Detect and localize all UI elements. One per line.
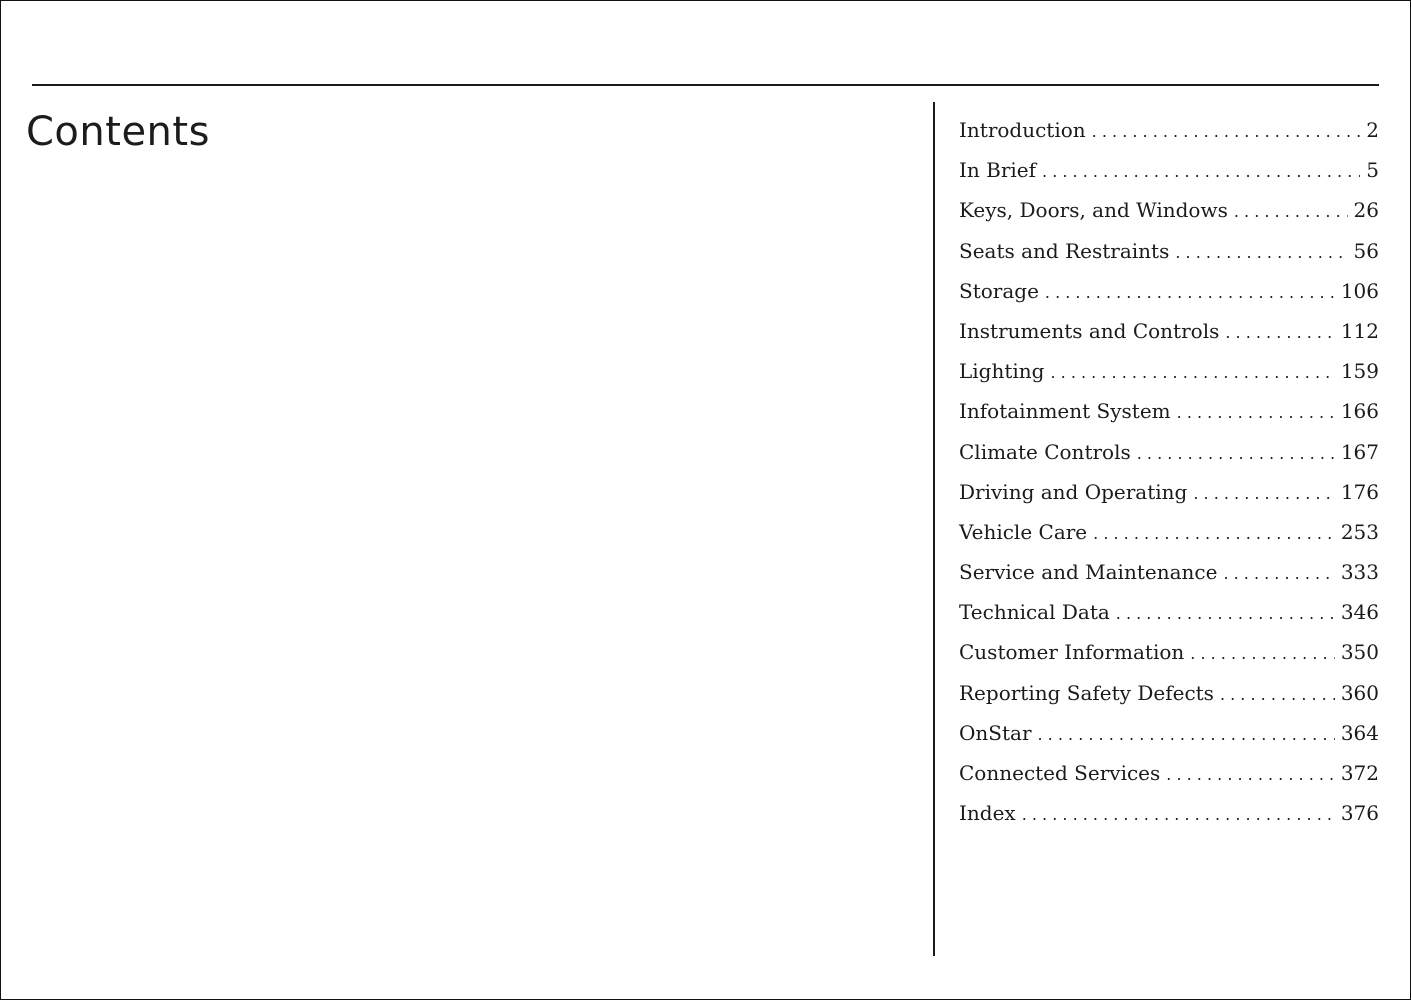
toc-entry-label: Storage <box>959 278 1039 303</box>
dot-leader <box>1045 275 1335 311</box>
toc-entry-storage[interactable] <box>959 273 1379 313</box>
toc-entry-climate-controls[interactable] <box>959 434 1379 474</box>
toc-entry-label: Index <box>959 801 1016 826</box>
toc-entry-introduction[interactable] <box>959 112 1379 152</box>
dot-leader <box>1092 114 1361 150</box>
toc-entry-lighting[interactable] <box>959 353 1379 393</box>
toc-entry-onstar[interactable] <box>959 715 1379 755</box>
toc-entry-technical-data[interactable] <box>959 594 1379 634</box>
toc-entry-label: Reporting Safety Defects <box>959 680 1214 705</box>
toc-entry-label: Vehicle Care <box>959 519 1088 544</box>
dot-leader <box>1022 797 1335 833</box>
dot-leader <box>1093 516 1335 552</box>
toc-entry-label: Infotainment System <box>959 399 1171 424</box>
toc-entry-index[interactable] <box>959 795 1379 835</box>
toc-entry-label: In Brief <box>959 158 1037 183</box>
dot-leader <box>1177 395 1335 431</box>
header-rule <box>32 84 1379 86</box>
page-title: Contents <box>26 109 210 155</box>
toc-entry-page: 5 <box>1366 158 1379 183</box>
toc-entry-in-brief[interactable] <box>959 152 1379 192</box>
toc-entry-label: Driving and Operating <box>959 479 1188 504</box>
toc-entry-page: 376 <box>1340 801 1379 826</box>
toc-entry-label: Customer Information <box>959 640 1185 665</box>
dot-leader <box>1050 355 1334 391</box>
toc-entry-page: 112 <box>1340 318 1379 343</box>
dot-leader <box>1223 556 1334 592</box>
toc-entry-infotainment-system[interactable] <box>959 393 1379 433</box>
toc-entry-connected-services[interactable] <box>959 755 1379 795</box>
toc-entry-seats-restraints[interactable] <box>959 233 1379 273</box>
dot-leader <box>1175 235 1347 271</box>
toc-entry-page: 159 <box>1340 359 1379 384</box>
toc-entry-label: Instruments and Controls <box>959 318 1220 343</box>
column-divider <box>933 102 935 956</box>
toc-entry-label: Seats and Restraints <box>959 238 1170 263</box>
toc-entry-page: 253 <box>1340 519 1379 544</box>
toc-entry-page: 346 <box>1340 600 1379 625</box>
dot-leader <box>1038 717 1335 753</box>
toc-entry-instruments-controls[interactable] <box>959 313 1379 353</box>
toc-entry-reporting-safety-defects[interactable] <box>959 675 1379 715</box>
toc-entry-page: 56 <box>1353 238 1379 263</box>
dot-leader <box>1220 677 1335 713</box>
toc-entry-vehicle-care[interactable] <box>959 514 1379 554</box>
toc-entry-label: Service and Maintenance <box>959 560 1218 585</box>
toc-entry-page: 166 <box>1340 399 1379 424</box>
toc-entry-customer-information[interactable] <box>959 634 1379 674</box>
toc-entry-label: Climate Controls <box>959 439 1131 464</box>
dot-leader <box>1234 194 1348 230</box>
toc-entry-page: 26 <box>1353 198 1379 223</box>
dot-leader <box>1042 154 1360 190</box>
toc-entry-page: 360 <box>1340 680 1379 705</box>
toc-entry-label: Keys, Doors, and Windows <box>959 198 1228 223</box>
dot-leader <box>1137 436 1335 472</box>
toc-entry-page: 364 <box>1340 720 1379 745</box>
dot-leader <box>1193 476 1334 512</box>
toc-entry-label: Lighting <box>959 359 1045 384</box>
toc-entry-label: Technical Data <box>959 600 1110 625</box>
toc-entry-page: 350 <box>1340 640 1379 665</box>
toc-entry-label: OnStar <box>959 720 1032 745</box>
toc-entry-page: 176 <box>1340 479 1379 504</box>
dot-leader <box>1225 315 1334 351</box>
toc-entry-page: 333 <box>1340 560 1379 585</box>
toc-entry-page: 106 <box>1340 278 1379 303</box>
toc-entry-label: Introduction <box>959 118 1086 142</box>
table-of-contents <box>959 112 1379 835</box>
toc-entry-label: Connected Services <box>959 761 1161 785</box>
toc-entry-driving-operating[interactable] <box>959 474 1379 514</box>
dot-leader <box>1166 757 1335 793</box>
toc-entry-keys-doors-windows[interactable] <box>959 192 1379 232</box>
toc-entry-page: 2 <box>1366 118 1379 142</box>
dot-leader <box>1190 636 1335 672</box>
toc-entry-service-maintenance[interactable] <box>959 554 1379 594</box>
dot-leader <box>1116 596 1335 632</box>
toc-entry-page: 167 <box>1340 439 1379 464</box>
toc-entry-page: 372 <box>1340 761 1379 785</box>
